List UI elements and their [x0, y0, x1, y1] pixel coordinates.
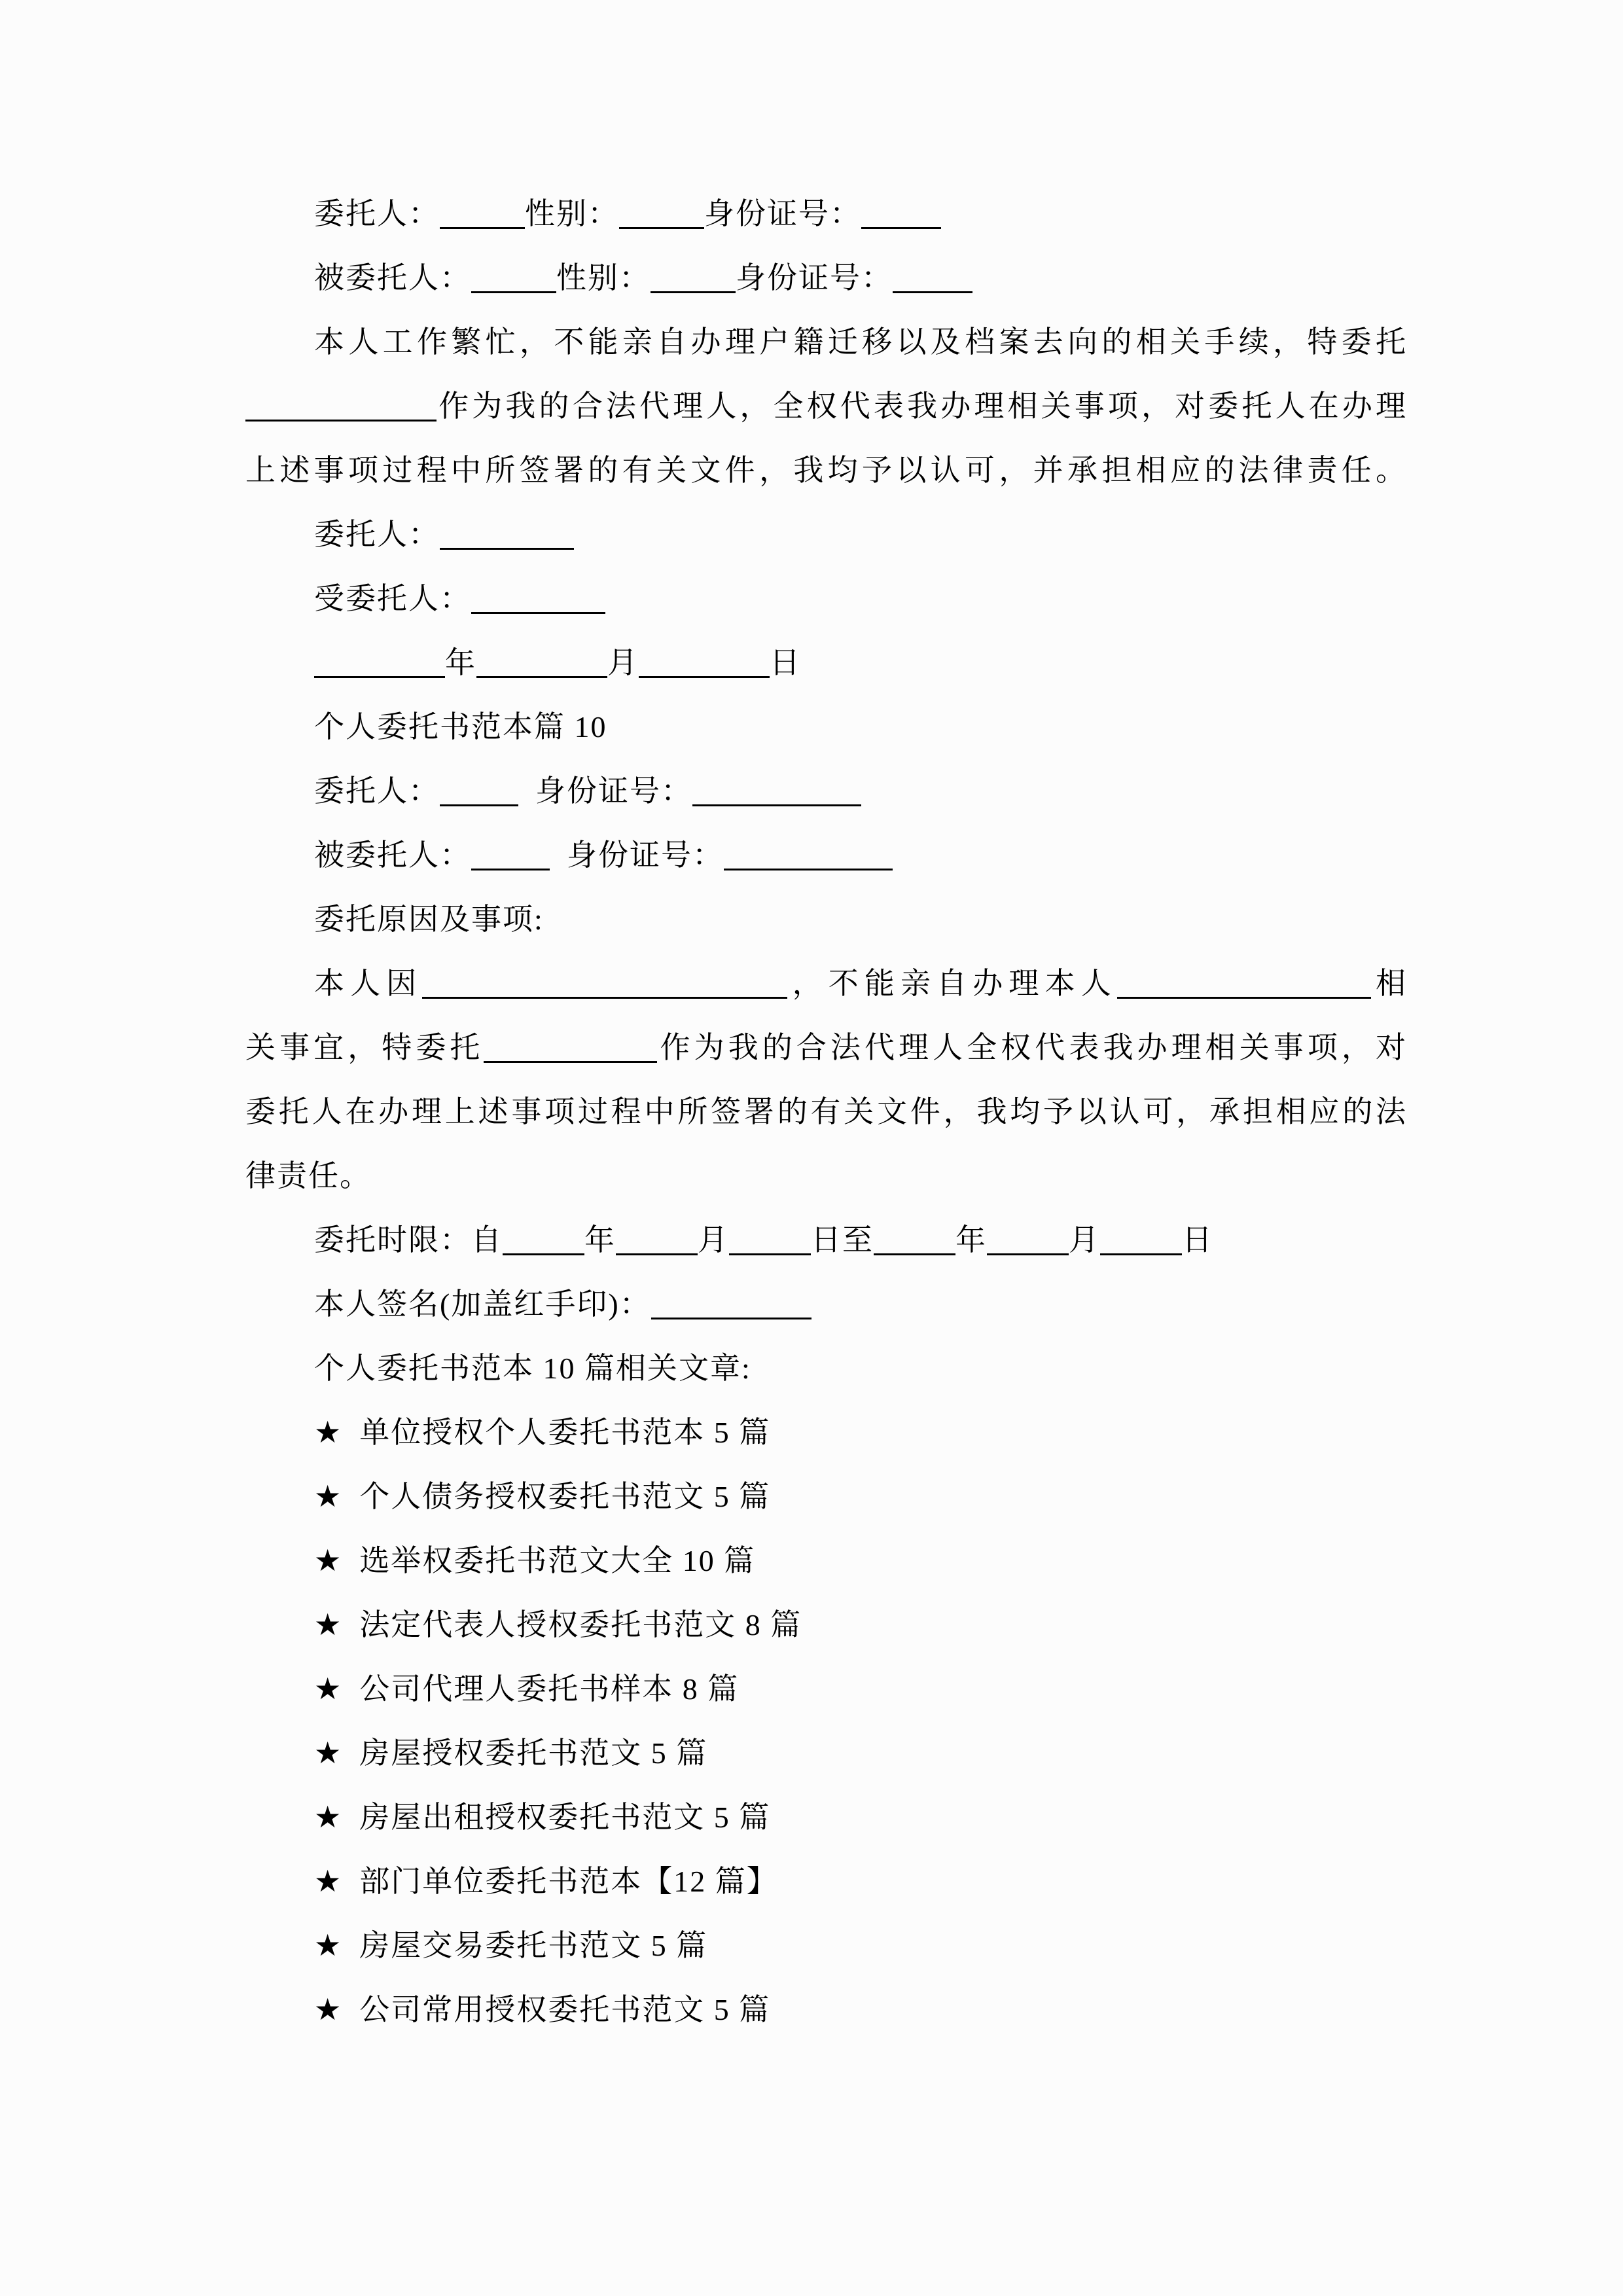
body-paragraph-line — [245, 439, 1407, 503]
star-icon: ★ — [314, 1608, 342, 1641]
line-text: 月 — [1069, 1223, 1100, 1257]
star-icon: ★ — [314, 1416, 342, 1449]
line-text: 年 — [955, 1223, 987, 1257]
blank-underline — [471, 283, 556, 293]
line-text: 上述事项过程中所签署的有关文件，我均予以认可，并承担相应的法律责任。 — [245, 454, 1407, 487]
line-text: 房屋交易委托书范文 5 篇 — [359, 1929, 708, 1962]
blank-underline — [422, 989, 787, 999]
line-text: 公司常用授权委托书范文 5 篇 — [359, 1993, 771, 2026]
body-paragraph-line — [245, 374, 1407, 439]
star-icon: ★ — [314, 1480, 342, 1513]
line-text: 单位授权个人委托书范本 5 篇 — [359, 1416, 771, 1449]
line-text: 委托人： — [314, 197, 440, 230]
line-text: 被委托人： — [314, 261, 471, 295]
line-text: 本人签名(加盖红手印)： — [314, 1287, 651, 1321]
principal-id-line — [245, 759, 1407, 823]
section-title-line — [245, 695, 1407, 759]
related-article-item — [245, 1978, 1407, 2042]
line-text: 身份证号： — [535, 774, 692, 808]
blank-underline — [440, 219, 525, 229]
line-text: 委托人： — [314, 774, 440, 808]
line-text: 身份证号： — [567, 838, 724, 872]
related-article-item — [245, 1785, 1407, 1850]
blank-underline — [484, 1053, 657, 1063]
line-text: 身份证号： — [704, 197, 861, 230]
line-text: 部门单位委托书范本【12 篇】 — [359, 1865, 778, 1898]
line-text: 作为我的合法代理人全权代表我办理相关事项，对 — [657, 1031, 1408, 1064]
line-text: 委托人： — [314, 518, 440, 551]
line-text: 年 — [584, 1223, 616, 1257]
line-text: 委托时限：自 — [314, 1223, 503, 1257]
blank-underline — [1100, 1246, 1182, 1255]
blank-underline — [471, 861, 550, 870]
star-icon: ★ — [314, 1865, 342, 1898]
blank-underline — [503, 1246, 584, 1255]
blank-underline — [893, 283, 972, 293]
blank-underline — [692, 797, 861, 806]
line-text: 委托原因及事项: — [314, 903, 544, 936]
blank-underline — [874, 1246, 955, 1255]
blank-underline — [651, 283, 736, 293]
related-article-item — [245, 1465, 1407, 1529]
related-article-item — [245, 1529, 1407, 1593]
line-text: 法定代表人授权委托书范文 8 篇 — [359, 1608, 802, 1641]
star-icon: ★ — [314, 1929, 342, 1962]
blank-underline — [616, 1246, 698, 1255]
line-text: 日至 — [811, 1223, 874, 1257]
blank-underline — [729, 1246, 811, 1255]
signature-principal-line — [245, 503, 1407, 567]
body-paragraph-line — [245, 952, 1407, 1016]
line-text: 被委托人： — [314, 838, 471, 872]
line-text: 委托人在办理上述事项过程中所签署的有关文件，我均予以认可，承担相应的法 — [245, 1095, 1407, 1128]
star-icon: ★ — [314, 1672, 342, 1706]
blank-underline — [440, 797, 518, 806]
blank-underline — [724, 861, 893, 870]
line-text: 个人债务授权委托书范文 5 篇 — [359, 1480, 771, 1513]
line-text: 受委托人： — [314, 582, 471, 615]
related-article-item — [245, 1721, 1407, 1785]
line-text: 房屋授权委托书范文 5 篇 — [359, 1736, 708, 1770]
line-text: 作为我的合法代理人，全权代表我办理相关事项，对委托人在办理 — [437, 389, 1407, 423]
line-text: ，不能亲自办理本人 — [787, 967, 1117, 1000]
line-text: 律责任。 — [245, 1159, 371, 1193]
blank-underline — [861, 219, 941, 229]
agent-info-line — [245, 246, 1407, 310]
body-paragraph-line — [245, 310, 1407, 374]
star-icon: ★ — [314, 1993, 342, 2026]
line-text: 日 — [1182, 1223, 1213, 1257]
blank-underline — [476, 668, 607, 678]
line-text: 年 — [445, 646, 476, 679]
star-icon: ★ — [314, 1801, 342, 1834]
reason-heading-line — [245, 888, 1407, 952]
blank-underline — [245, 412, 437, 422]
line-text: 房屋出租授权委托书范文 5 篇 — [359, 1801, 771, 1834]
related-article-item — [245, 1850, 1407, 1914]
related-article-item — [245, 1657, 1407, 1721]
line-text: 性别： — [556, 261, 651, 295]
principal-info-line — [245, 182, 1407, 246]
line-text: 本人因 — [314, 967, 423, 1000]
related-articles-heading — [245, 1336, 1407, 1401]
blank-underline — [639, 668, 770, 678]
blank-underline — [619, 219, 704, 229]
date-line — [245, 631, 1407, 695]
related-article-item — [245, 1914, 1407, 1978]
line-text: 本人工作繁忙，不能亲自办理户籍迁移以及档案去向的相关手续，特委托 — [314, 325, 1407, 359]
star-icon: ★ — [314, 1736, 342, 1770]
blank-underline — [987, 1246, 1069, 1255]
line-text: 相 — [1370, 967, 1408, 1000]
related-article-item — [245, 1593, 1407, 1657]
line-text: 身份证号： — [736, 261, 893, 295]
line-text: 月 — [607, 646, 639, 679]
line-text: 性别： — [525, 197, 619, 230]
body-paragraph-line — [245, 1080, 1407, 1144]
line-text: 日 — [770, 646, 801, 679]
blank-underline — [1117, 989, 1371, 999]
line-text: 个人委托书范本篇 10 — [314, 710, 607, 744]
agent-id-line — [245, 823, 1407, 888]
line-text: 个人委托书范本 10 篇相关文章: — [314, 1352, 751, 1385]
blank-underline — [651, 1310, 812, 1319]
related-article-item — [245, 1401, 1407, 1465]
star-icon: ★ — [314, 1544, 342, 1577]
blank-underline — [314, 668, 445, 678]
validity-period-line — [245, 1208, 1407, 1272]
body-paragraph-line — [245, 1016, 1407, 1080]
body-paragraph-line — [245, 1144, 1407, 1208]
signature-thumbprint-line — [245, 1272, 1407, 1336]
line-text: 选举权委托书范文大全 10 篇 — [359, 1544, 756, 1577]
blank-underline — [440, 540, 574, 550]
line-text: 月 — [698, 1223, 729, 1257]
blank-underline — [471, 604, 605, 614]
line-text: 关事宜，特委托 — [245, 1031, 484, 1064]
signature-agent-line — [245, 567, 1407, 631]
line-text: 公司代理人委托书样本 8 篇 — [359, 1672, 740, 1706]
